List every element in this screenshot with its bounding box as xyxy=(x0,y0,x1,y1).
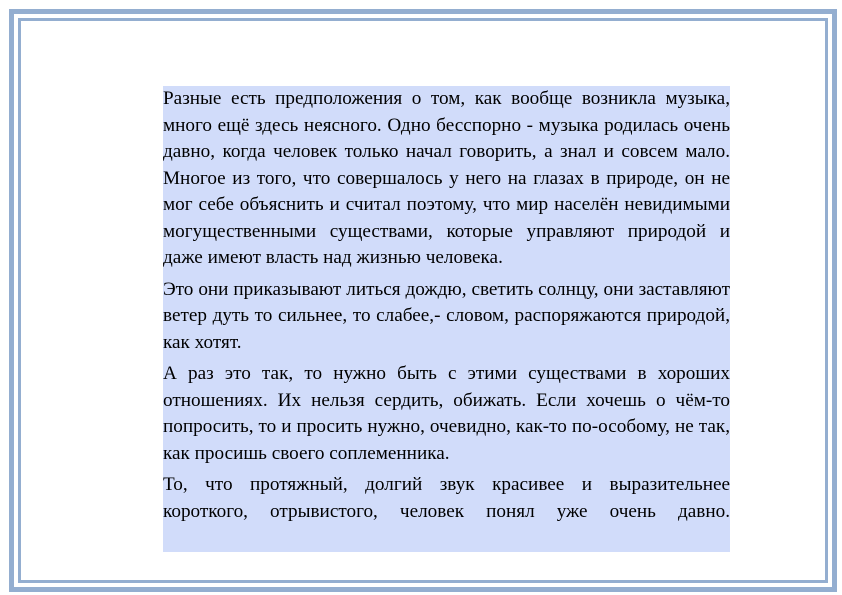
paragraph-1: Разные есть предположения о том, как вообще возникла музыка, много ещё здесь неясного. Одно бесспорно - музыка родилась очень давно, когда человек только начал говорить, а знал и совсем мало. Многое из того, что совершалось у него на глазах в природе, он не мог себе объяснить и считал поэтому, что мир населён невидимыми могущественными существами, которые управляют природой и даже имеют власть над жизнью человека. xyxy=(163,88,730,268)
paragraph-2: Это они приказывают литься дождю, светить солнцу, они заставляют ветер дуть то сильнее, то слабее,- словом, распоряжаются природой, как хотят. xyxy=(163,278,730,353)
paragraph-3: А раз это так, то нужно быть с этими существами в хороших отношениях. Их нельзя сердить, обижать. Если хочешь о чём-то попросить, то и просить нужно, очевидно, как-то по-особому, не так, как просишь своего соплеменника. xyxy=(163,363,730,464)
text-box xyxy=(163,86,730,552)
paragraph-4: То, что протяжный, долгий звук красивее и выразительнее короткого, отрывистого, человек понял уже очень давно. xyxy=(163,474,730,522)
